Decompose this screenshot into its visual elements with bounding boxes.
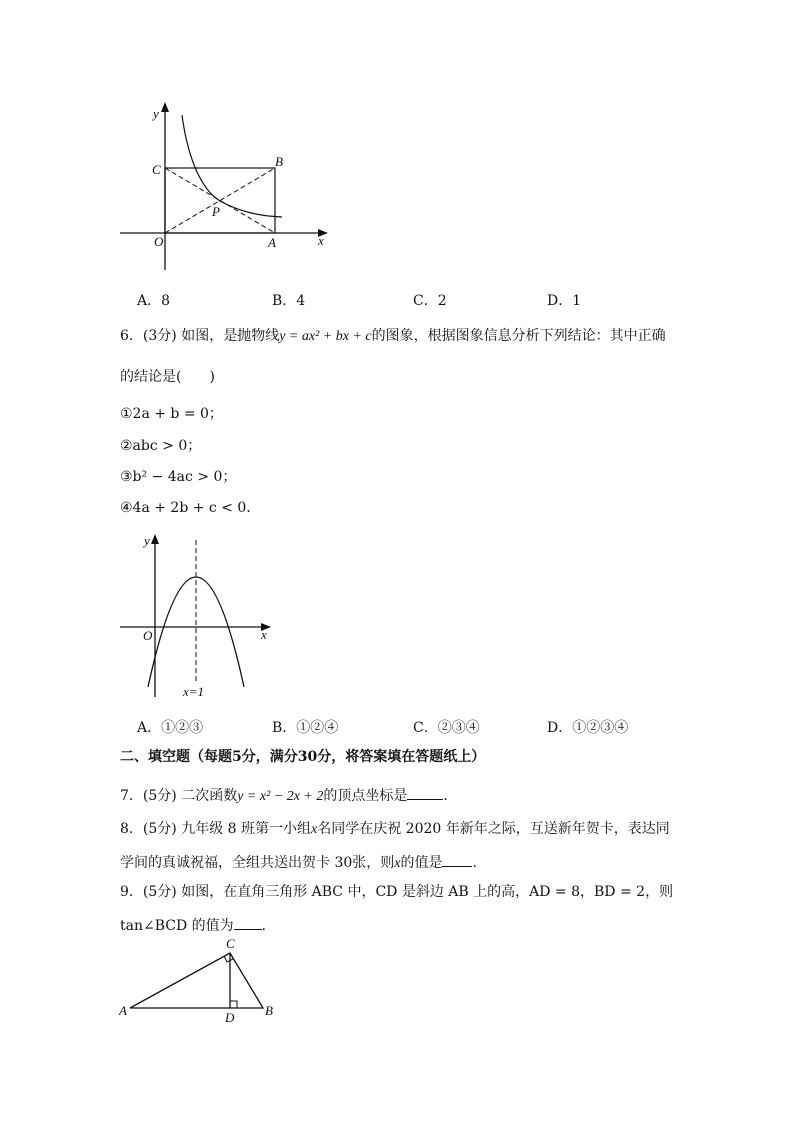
label-p: P <box>212 204 220 219</box>
label-d: D <box>225 1010 235 1025</box>
q8-line1: 8．(5分) 九年级 8 班第一小组x名同学在庆祝 2020 年新年之际，互送新年贺卡，表达同 <box>120 821 670 837</box>
section-2-title: 二、填空题（每题5分，满分30分，将答案填在答题纸上） <box>120 749 486 765</box>
q5-option-b[interactable]: B．4 <box>272 293 306 309</box>
q6-stem-line2: 的结论是( ) <box>120 369 215 385</box>
label-b: B <box>265 1003 273 1018</box>
label-b: B <box>275 154 283 169</box>
q5-option-c[interactable]: C．2 <box>413 293 447 309</box>
q5-figure <box>110 100 340 275</box>
label-y: y <box>144 533 150 548</box>
label-x: x <box>261 627 267 642</box>
q6-statement-2: ②abc > 0； <box>120 438 202 454</box>
q9-line1: 9．(5分) 如图，在直角三角形 ABC 中，CD 是斜边 AB 上的高，AD = 8，BD = 2，则 <box>120 884 674 900</box>
q6-stem-line1: 6．(3分) 如图，是抛物线y = ax² + bx + c的图象，根据图象信息分析下列结论：其中正确 <box>120 328 666 344</box>
label-c: C <box>226 936 235 951</box>
q9-figure <box>115 933 280 1025</box>
q6-option-c[interactable]: C．②③④ <box>413 720 480 736</box>
q6-option-b[interactable]: B．①②④ <box>272 720 339 736</box>
q6-option-a[interactable]: A．①②③ <box>137 720 204 736</box>
label-a: A <box>119 1003 127 1018</box>
q7-line: 7．(5分) 二次函数y = x² − 2x + 2的顶点坐标是 ． <box>120 785 457 806</box>
q5-option-d[interactable]: D．1 <box>547 293 582 309</box>
q7-answer-blank[interactable] <box>407 785 443 800</box>
label-c: C <box>152 162 161 177</box>
q8-answer-blank[interactable] <box>442 852 472 867</box>
q6-statement-1: ①2a + b = 0； <box>120 406 223 422</box>
q6-figure <box>115 532 280 702</box>
right-angle-d <box>230 1001 237 1008</box>
q5-option-a[interactable]: A．8 <box>137 293 171 309</box>
q6-option-d[interactable]: D．①②③④ <box>547 720 629 736</box>
triangle-abc <box>130 953 263 1008</box>
y-axis-arrow <box>151 534 159 544</box>
q9-answer-blank[interactable] <box>234 915 262 930</box>
label-o: O <box>143 628 153 643</box>
label-a: A <box>268 235 276 250</box>
q6-statement-4: ④4a + 2b + c < 0． <box>120 500 261 516</box>
q8-line2: 学间的真诚祝福，全组共送出贺卡 30张，则x的值是 ． <box>120 852 486 873</box>
label-axis: x=1 <box>183 684 205 699</box>
q6-statement-3: ③b² − 4ac > 0； <box>120 469 237 485</box>
y-axis-arrow <box>161 102 169 112</box>
label-y: y <box>153 106 159 121</box>
q9-line2: tan∠BCD 的值为 ． <box>120 915 276 935</box>
hyperbola-curve <box>182 115 282 217</box>
label-x: x <box>318 233 324 248</box>
label-o: O <box>154 234 164 249</box>
